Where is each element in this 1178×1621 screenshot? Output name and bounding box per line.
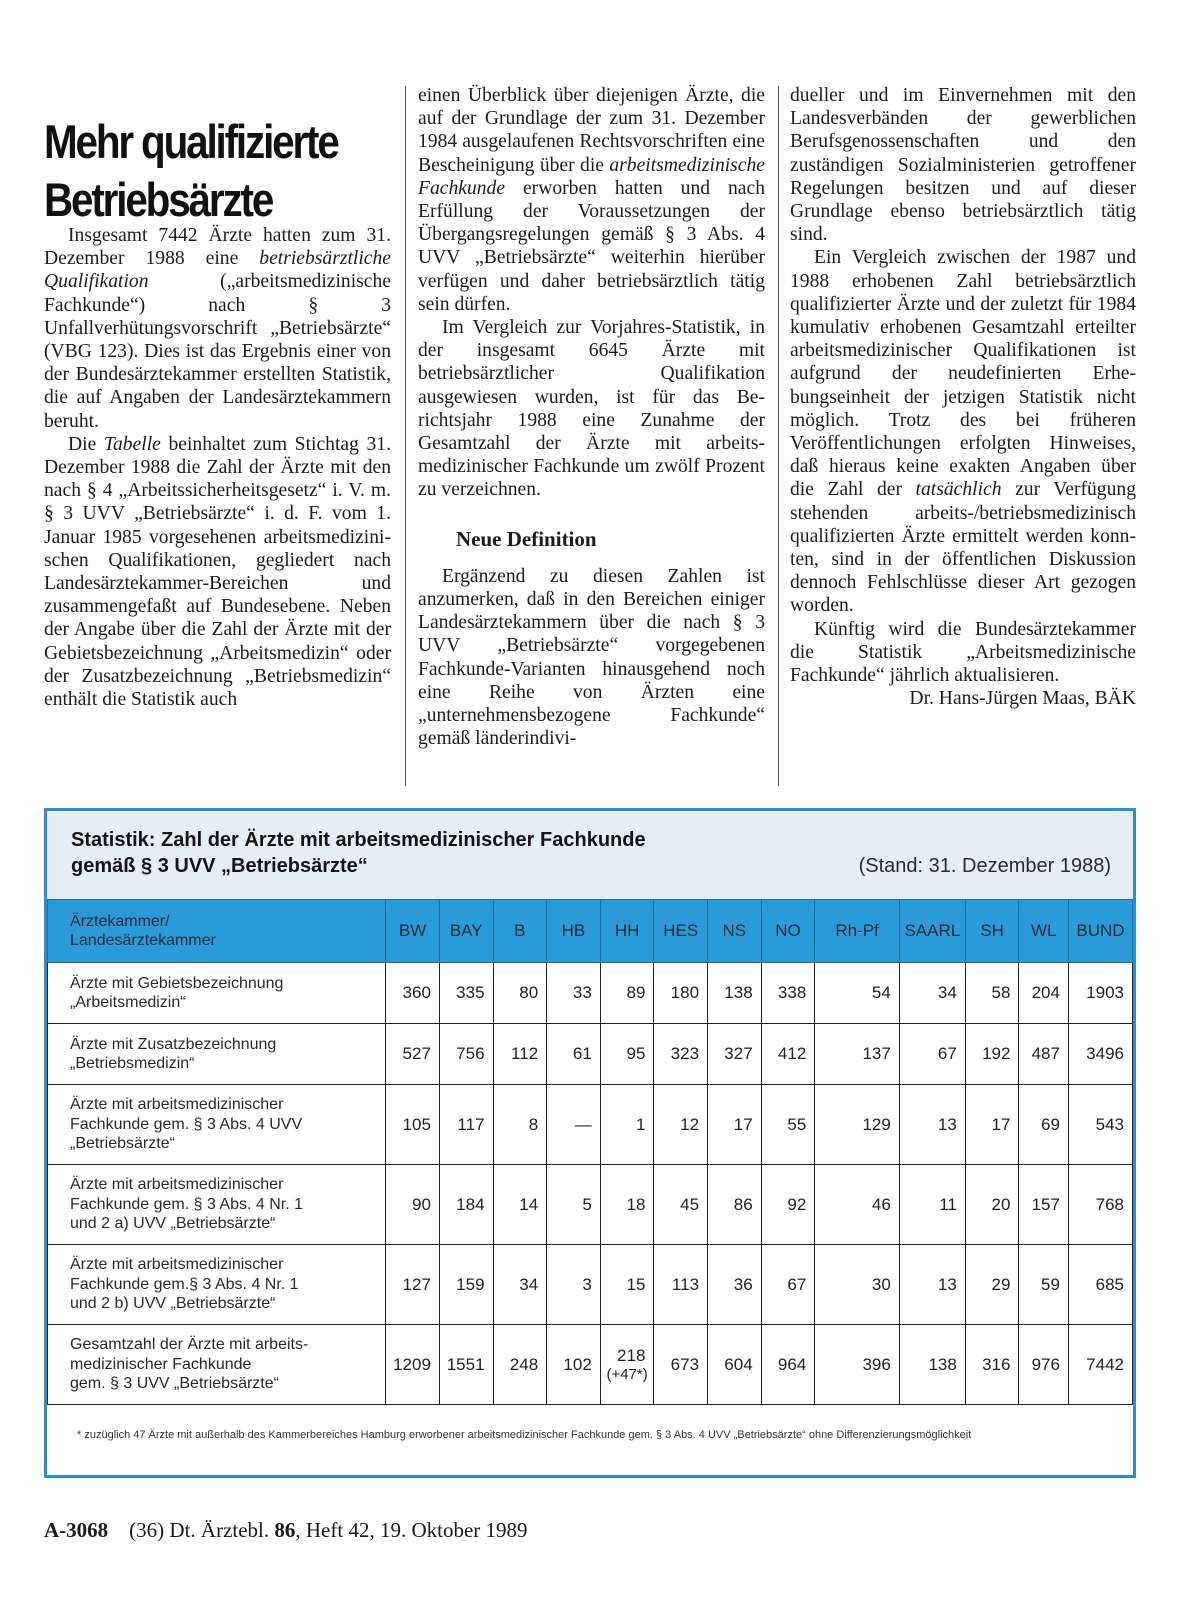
column-header-bund: BUND [1068, 900, 1132, 963]
journal-name: (36) Dt. Ärztebl. [129, 1518, 270, 1542]
cell-value: 127 [402, 1274, 431, 1294]
paragraph-emphasis: tatsächlich [915, 479, 1002, 501]
cell-bay [439, 1024, 493, 1085]
paragraph-text: beinhaltet zum Stichtag 31. Dezember 1988 die Zahl der Ärzte mit den nach § 4 „Arbeitssicherheitsgesetz“ i. V. m. § 3 UVV „Betriebsärzte“ i. d. F. vom 1. Januar 1985 vorgesehenen arbeitsmedizinischen Qualifikationen, gegliedert nach Landesärztekammer-Bereichen und zusammengefaßt auf Bundesebene. Neben der Angabe über die Zahl der Ärzte mit der Gebietsbezeichnung „Arbeitsmedizin“ oder der Zusatzbezeichnung „Betriebsmedizin“ enthält die Statistik auch [44, 433, 391, 711]
paragraph [790, 246, 1136, 617]
cell-bw [386, 1085, 440, 1165]
paragraph-text: zur Verfügung stehenden arbeits-/betriebsmedizinisch qualifizierten Ärzte ermittelt werden konnten, sind in der öffentlichen Diskussion dennoch Fehlschlüsse dieser Art gezogen worden. [790, 479, 1136, 617]
paragraph [790, 84, 1136, 246]
cell-hes [654, 1024, 708, 1085]
cell-hh [600, 1165, 654, 1245]
cell-saarl [899, 1325, 965, 1405]
cell-value: 768 [1095, 1194, 1124, 1214]
cell-hb [547, 1325, 601, 1405]
cell-bay [439, 1085, 493, 1165]
cell-value: 36 [733, 1274, 753, 1294]
cell-value: 137 [862, 1044, 891, 1063]
cell-value: 86 [733, 1194, 753, 1214]
table-row [48, 1245, 1133, 1325]
cell-bay [439, 1325, 493, 1405]
cell-value: 204 [1031, 983, 1060, 1002]
cell-value: 29 [991, 1274, 1011, 1294]
cell-no [761, 1165, 815, 1245]
table-row [48, 1325, 1133, 1405]
cell-rh-pf [815, 1085, 900, 1165]
cell-rh-pf [815, 1165, 900, 1245]
cell-value: 335 [456, 983, 485, 1002]
row-label-line: Fachkunde gem.§ 3 Abs. 4 Nr. 1 [70, 1275, 299, 1293]
header-label-line: Landesärztekammer [70, 932, 216, 949]
cell-value: 412 [777, 1044, 807, 1063]
paragraph [44, 224, 391, 433]
article-headline [44, 113, 345, 229]
paragraph [44, 433, 391, 711]
paragraph-text: dueller und im Einvernehmen mit den Landesverbänden der gewerblichen Berufsgenossenschaften und den zuständigen Sozialministerien getroffener Regelungen besitzen und auf dieser Grundlage ebenso betriebsärztlich tätig sind. [790, 85, 1136, 246]
column-header-rh-pf: Rh-Pf [815, 900, 900, 963]
page-number: A-3068 [44, 1518, 109, 1542]
cell-value: 138 [928, 1354, 957, 1374]
cell-value: 13 [937, 1274, 957, 1294]
cell-ns [708, 1245, 762, 1325]
cell-value: 396 [862, 1354, 891, 1374]
cell-hh [600, 1325, 654, 1405]
cell-value: 976 [1031, 1354, 1060, 1374]
column-divider [778, 86, 779, 786]
cell-value: 59 [1041, 1274, 1060, 1294]
row-label-line: Fachkunde gem. § 3 Abs. 4 Nr. 1 [70, 1195, 304, 1213]
cell-bay [439, 1245, 493, 1325]
paragraph [790, 618, 1136, 688]
column-divider [405, 86, 406, 786]
cell-wl [1019, 1325, 1069, 1405]
column-header-hb: HB [547, 900, 601, 963]
cell-rh-pf [815, 1245, 900, 1325]
cell-value: 157 [1031, 1194, 1060, 1214]
cell-footnote-marker: (+47*) [606, 1366, 648, 1383]
paragraph-text: erworben hatten und nach Erfüllung der Voraussetzungen der Übergangsregelungen gemäß § 3 Abs. 4 UVV „Betriebsärzte“ weiterhin hierüber verfügen und daher betriebsärztlich tätig sein dürfen. [418, 177, 765, 315]
issue-date: , Heft 42, 19. Oktober 1989 [295, 1518, 528, 1542]
row-label-line: Ärzte mit Zusatzbezeichnung [70, 1035, 277, 1053]
article-column-2 [418, 84, 765, 750]
cell-rh-pf [815, 1024, 900, 1085]
cell-hb [547, 963, 601, 1024]
cell-value: 20 [991, 1194, 1011, 1214]
row-label-line: Ärzte mit arbeitsmedizinischer [70, 1256, 284, 1274]
cell-b [493, 1325, 547, 1405]
paragraph-text: Im Vergleich zur Vorjahres-Statistik, in der insgesamt 6645 Ärzte mit betriebsärztlicher Qualifikation ausgewiesen wurden, ist für das Berichtsjahr 1988 eine Zunahme der Gesamtzahl der Ärzte mit arbeitsmedizinischer Fachkunde um zwölf Prozent zu verzeichnen. [418, 317, 765, 501]
cell-value: 58 [991, 983, 1011, 1002]
cell-value: 316 [982, 1354, 1011, 1374]
table-title-line-2: gemäß § 3 UVV „Betriebsärzte“ [71, 855, 368, 877]
cell-wl [1019, 1085, 1069, 1165]
cell-value: 69 [1041, 1114, 1060, 1134]
cell-value: 756 [456, 1044, 485, 1063]
column-header-hh: HH [600, 900, 654, 963]
cell-value: 92 [787, 1194, 807, 1214]
cell-value: 95 [626, 1044, 646, 1063]
row-label [48, 1085, 386, 1165]
paragraph-emphasis: betriebsärztliche Qualifikation [44, 248, 391, 293]
author-signature: Dr. Hans-Jürgen Maas, BÄK [909, 688, 1136, 710]
article-column-3 [790, 84, 1136, 710]
column-header-hes: HES [654, 900, 708, 963]
paragraph-text: („arbeitsmedizinische Fachkunde“) nach § 3 Unfallverhütungsvorschrift „Betriebsärzte“ (VBG 123). Dies ist das Ergebnis einer von der Bundesärztekammer erstellten Statistik, die auf Angaben der Landesärztekammern beruht. [44, 271, 391, 432]
cell-hh [600, 1085, 654, 1165]
table-row [48, 1024, 1133, 1085]
column-header-no: NO [761, 900, 815, 963]
table-title [71, 827, 646, 879]
cell-sh [965, 1165, 1019, 1245]
cell-value: 61 [572, 1044, 592, 1063]
paragraph-text: Künftig wird die Bundesärztekammer die Statistik „Arbeitsmedizinische Fachkunde“ jährlich aktualisieren. [790, 618, 1136, 687]
cell-bw [386, 1325, 440, 1405]
row-label-line: Ärzte mit arbeitsmedizinischer [70, 1096, 284, 1114]
cell-value: 1209 [393, 1354, 431, 1374]
column-header-bay: BAY [439, 900, 493, 963]
cell-value: 964 [777, 1354, 807, 1374]
cell-value: 3496 [1086, 1044, 1124, 1063]
table-header-panel [47, 811, 1133, 901]
cell-value: 55 [787, 1114, 807, 1134]
paragraph [418, 84, 765, 316]
cell-sh [965, 1024, 1019, 1085]
table-title-line-1: Statistik: Zahl der Ärzte mit arbeitsmedizinischer Fachkunde [71, 829, 646, 851]
cell-bw [386, 1024, 440, 1085]
cell-ns [708, 1024, 762, 1085]
cell-bw [386, 1165, 440, 1245]
cell-value: 527 [402, 1044, 431, 1063]
row-label-line: Ärzte mit arbeitsmedizinischer [70, 1176, 284, 1194]
cell-value: 34 [937, 983, 957, 1002]
cell-value: 67 [937, 1044, 957, 1063]
row-label-line: „Betriebsärzte“ [70, 1135, 175, 1153]
cell-value: 117 [457, 1114, 485, 1134]
cell-bund [1068, 1024, 1132, 1085]
cell-value: 17 [733, 1114, 753, 1134]
table-row [48, 1085, 1133, 1165]
cell-sh [965, 1245, 1019, 1325]
cell-b [493, 963, 547, 1024]
row-label-line: Ärzte mit Gebietsbezeichnung [70, 974, 284, 992]
cell-wl [1019, 1245, 1069, 1325]
cell-wl [1019, 1165, 1069, 1245]
cell-value: 89 [626, 983, 646, 1002]
cell-bund [1068, 1165, 1132, 1245]
cell-saarl [899, 1085, 965, 1165]
paragraph-text: Insgesamt 7442 Ärzte hatten zum 31. Dezember 1988 eine [44, 225, 391, 270]
cell-value: 7442 [1086, 1354, 1124, 1374]
row-label-line: und 2 b) UVV „Betriebsärzte“ [70, 1295, 276, 1313]
cell-ns [708, 1165, 762, 1245]
cell-value: 18 [626, 1194, 646, 1214]
row-label [48, 1245, 386, 1325]
cell-value: 12 [680, 1114, 700, 1134]
headline-line-2: Betriebsärzte [44, 173, 273, 227]
table-row [48, 1165, 1133, 1245]
table-date-note: (Stand: 31. Dezember 1988) [858, 855, 1111, 877]
cell-b [493, 1165, 547, 1245]
table-row [48, 963, 1133, 1024]
statistics-table-box [44, 808, 1136, 1478]
cell-value: 604 [724, 1354, 753, 1374]
column-header-wl: WL [1019, 900, 1069, 963]
cell-value: 80 [519, 983, 539, 1002]
page-footer [44, 1518, 528, 1543]
cell-value: 34 [519, 1274, 539, 1294]
row-label [48, 1165, 386, 1245]
cell-saarl [899, 1165, 965, 1245]
cell-ns [708, 1325, 762, 1405]
paragraph-emphasis: arbeitsmedizinische Fachkunde [418, 154, 765, 199]
cell-value: 180 [670, 983, 700, 1002]
cell-saarl [899, 1024, 965, 1085]
cell-bund [1068, 1325, 1132, 1405]
cell-value: 8 [528, 1114, 539, 1134]
row-label-line: Fachkunde gem. § 3 Abs. 4 UVV [70, 1115, 303, 1133]
cell-value: 30 [871, 1274, 891, 1294]
cell-value: 159 [456, 1274, 485, 1294]
cell-hes [654, 1085, 708, 1165]
cell-b [493, 1245, 547, 1325]
cell-value: 218 [617, 1346, 646, 1365]
cell-hes [654, 1165, 708, 1245]
row-label-line: Gesamtzahl der Ärzte mit arbeits- [70, 1336, 309, 1354]
cell-bund [1068, 1245, 1132, 1325]
cell-hh [600, 1024, 654, 1085]
cell-sh [965, 1325, 1019, 1405]
statistics-table [47, 899, 1133, 1405]
cell-value: 46 [871, 1194, 891, 1214]
cell-value: 102 [563, 1354, 592, 1374]
journal-volume: 86 [274, 1518, 296, 1542]
cell-hb [547, 1024, 601, 1085]
cell-hb [547, 1085, 601, 1165]
cell-ns [708, 963, 762, 1024]
cell-b [493, 1085, 547, 1165]
cell-hh [600, 1245, 654, 1325]
cell-b [493, 1024, 547, 1085]
cell-saarl [899, 1245, 965, 1325]
cell-value: 17 [991, 1114, 1011, 1134]
cell-value: 1903 [1086, 983, 1124, 1002]
row-label [48, 1024, 386, 1085]
cell-value: 11 [939, 1194, 957, 1214]
cell-rh-pf [815, 963, 900, 1024]
row-label-line: und 2 a) UVV „Betriebsärzte“ [70, 1215, 276, 1233]
paragraph: Ergänzend zu diesen Zahlen ist anzumerken, daß in den Bereichen einiger Landesärztekammern über die nach § 3 UVV „Betriebsärzte“ vorgegebenen Fachkunde-Varianten hinausgehend noch eine Reihe von Ärzten eine „unternehmensbezogene Fachkunde“ gemäß länderindivi- [418, 565, 765, 750]
row-label [48, 963, 386, 1024]
cell-value: 323 [670, 1044, 700, 1063]
cell-value: 45 [680, 1194, 700, 1214]
column-header-saarl: SAARL [899, 900, 965, 963]
cell-value: 90 [411, 1194, 431, 1214]
row-label-line: „Arbeitsmedizin“ [70, 994, 186, 1011]
cell-value: 129 [862, 1114, 891, 1134]
cell-value: 15 [626, 1274, 646, 1294]
row-label-line: „Betriebsmedizin“ [70, 1055, 195, 1072]
paragraph-emphasis: Tabelle [103, 433, 161, 455]
cell-no [761, 1245, 815, 1325]
cell-value: 5 [582, 1194, 592, 1214]
cell-value: 327 [724, 1044, 753, 1063]
table-body [48, 963, 1133, 1405]
cell-no [761, 1325, 815, 1405]
cell-value: 673 [670, 1354, 700, 1374]
cell-hh [600, 963, 654, 1024]
paragraph [418, 316, 765, 502]
cell-bw [386, 963, 440, 1024]
paragraph-text: einen Überblick über diejenigen Ärzte, die auf der Grundlage der zum 31. Dezember 1984 ausgelaufenen Rechtsvorschriften eine Bescheinigung über die [418, 85, 765, 176]
cell-rh-pf [815, 1325, 900, 1405]
cell-value: 1551 [446, 1354, 485, 1374]
cell-sh [965, 1085, 1019, 1165]
cell-wl [1019, 1024, 1069, 1085]
cell-value: 487 [1031, 1044, 1060, 1063]
header-label-line: Ärztekammer/ [70, 913, 170, 930]
cell-hb [547, 1165, 601, 1245]
cell-value: 67 [787, 1274, 807, 1294]
cell-value: 192 [982, 1044, 1011, 1063]
cell-value: 105 [402, 1114, 431, 1134]
cell-value: 248 [509, 1354, 539, 1374]
cell-no [761, 963, 815, 1024]
column-header-bw: BW [386, 900, 440, 963]
cell-saarl [899, 963, 965, 1024]
article-column-1 [44, 224, 391, 711]
cell-hes [654, 963, 708, 1024]
row-label [48, 1325, 386, 1405]
cell-value: 112 [511, 1044, 539, 1063]
cell-no [761, 1024, 815, 1085]
section-heading: Neue Definition [456, 526, 597, 551]
table-footnote: * zuzüglich 47 Ärzte mit außerhalb des Kammerbereiches Hamburg erworbener arbeitsmedizinischer Fachkunde gem. § 3 Abs. 4 UVV „Betriebsärzte“ ohne Differenzierungsmöglichkeit [77, 1429, 972, 1441]
cell-value: 184 [456, 1194, 485, 1214]
cell-value: 685 [1095, 1274, 1124, 1294]
column-header-ns: NS [708, 900, 762, 963]
cell-value: — [574, 1114, 592, 1134]
cell-hes [654, 1325, 708, 1405]
cell-value: 338 [777, 983, 807, 1002]
cell-value: 1 [635, 1114, 646, 1134]
cell-sh [965, 963, 1019, 1024]
column-header-b: B [493, 900, 547, 963]
cell-hes [654, 1245, 708, 1325]
cell-value: 33 [572, 983, 592, 1002]
column-header-label [48, 900, 386, 963]
column-header-sh: SH [965, 900, 1019, 963]
cell-bund [1068, 1085, 1132, 1165]
cell-value: 13 [937, 1114, 957, 1134]
cell-bw [386, 1245, 440, 1325]
paragraph-text: Die [68, 433, 104, 455]
cell-value: 3 [582, 1274, 592, 1294]
paragraph-text: Ein Vergleich zwischen der 1987 und 1988 erhobenen Zahl betriebsärztlich qualifizierter Ärzte und der zuletzt für 1984 kumulativ erhobenen Gesamtzahl erteilter arbeitsmedizinischer Qualifikationen ist aufgrund der neudefinierten Erhebungseinheit der jetzigen Statistik nicht möglich. Trotz des bei früheren Veröffentlichungen erfolgten Hinweises, daß hieraus keine exakten Angaben über die Zahl der [790, 247, 1136, 501]
cell-bund [1068, 963, 1132, 1024]
cell-value: 138 [724, 983, 753, 1002]
cell-value: 360 [402, 983, 431, 1002]
cell-value: 14 [519, 1194, 539, 1214]
cell-value: 113 [671, 1274, 700, 1294]
table-header-row [48, 900, 1133, 963]
cell-hb [547, 1245, 601, 1325]
cell-value: 543 [1095, 1114, 1124, 1134]
cell-bay [439, 963, 493, 1024]
cell-bay [439, 1165, 493, 1245]
row-label-line: medizinischer Fachkunde [70, 1355, 252, 1373]
headline-line-1: Mehr qualifizierte [44, 115, 338, 169]
cell-no [761, 1085, 815, 1165]
row-label-line: gem. § 3 UVV „Betriebsärzte“ [70, 1375, 279, 1393]
cell-wl [1019, 963, 1069, 1024]
cell-value: 54 [871, 983, 891, 1002]
cell-ns [708, 1085, 762, 1165]
